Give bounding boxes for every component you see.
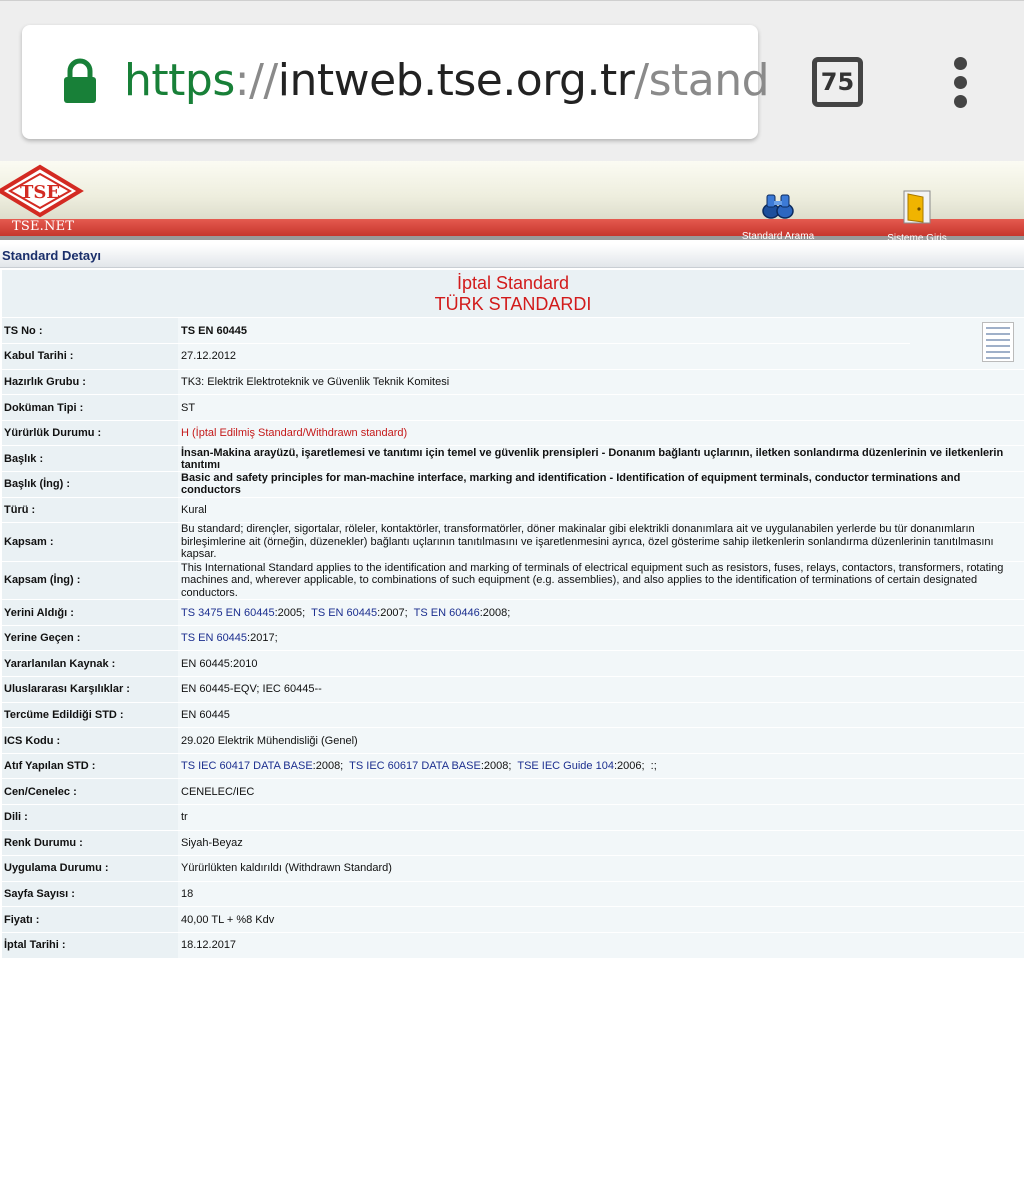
section-title-bar [0,244,1024,268]
detail-value: İnsan-Makina arayüzü, işaretlemesi ve tanıtımı için temel ve güvenlik prensipleri - Donanım bağlantı uçlarının, iletken sonlandırma düzenlerinin ve iletkenlerin tanıtımı [178,446,1024,472]
detail-label: ICS Kodu : [2,728,178,754]
url-host: intweb.tse.org.tr [277,55,635,106]
standard-link-year: :2007; [377,606,408,619]
detail-value: tr [178,805,1024,831]
detail-value: EN 60445 [178,702,1024,728]
detail-value: EN 60445:2010 [178,651,1024,677]
detail-row [2,702,1024,728]
detail-label: Yerine Geçen : [2,625,178,651]
detail-row [2,881,1024,907]
detail-value: 18.12.2017 [178,932,1024,958]
svg-text:TSE: TSE [19,182,61,203]
lock-icon [62,58,98,104]
detail-row [2,625,1024,651]
detail-label: Dili : [2,805,178,831]
detail-row [2,805,1024,831]
detail-label: Yararlanılan Kaynak : [2,651,178,677]
tab-switcher-button[interactable]: 75 [812,57,863,107]
detail-label: Tercüme Edildiği STD : [2,702,178,728]
detail-row [2,344,1024,370]
document-thumbnail-cell[interactable] [910,318,1024,369]
detail-label: Doküman Tipi : [2,395,178,421]
detail-row [2,497,1024,523]
detail-row [2,369,1024,395]
detail-label: Uluslararası Karşılıklar : [2,677,178,703]
standard-detail-panel [2,270,1024,959]
detail-value: CENELEC/IEC [178,779,1024,805]
header-red-band [0,219,1024,236]
document-thumbnail-icon [982,322,1014,362]
detail-row [2,779,1024,805]
standard-link[interactable]: TS IEC 60617 DATA BASE [349,760,481,773]
banner-status: İptal Standard [456,273,570,293]
detail-label: İptal Tarihi : [2,932,178,958]
logo-text: TSE.NET [12,219,75,234]
standard-link-tail: :; [650,760,657,773]
detail-value: Bu standard; dirençler, sigortalar, röleler, kontaktörler, transformatörler, döner makinalar gibi elektrikli donanımlara ait ve uygulanabilen yerlerde bu tür donanımların birleşimlerine ait (örneğin, düzenekler) bağlantı uçlarının tanıtılmasını ve işaretlenmesini ayrıca, özel gösterime sahip iletkenlerin sonlandırma düzenlerinin tanıtılmasını kapsar. [178,523,1024,562]
detail-value [178,600,1024,626]
overflow-menu-icon[interactable] [944,57,976,109]
detail-label: Kapsam : [2,523,178,562]
standard-link-year: :2008; [312,760,344,773]
detail-row [2,753,1024,779]
detail-row [2,830,1024,856]
browser-toolbar [0,0,1024,161]
door-icon [899,189,935,225]
detail-row [2,395,1024,421]
detail-label: Başlık : [2,446,178,472]
detail-value: Basic and safety principles for man-machine interface, marking and identification - Identification of equipment terminals, conductor terminations and conductors [178,472,1024,498]
detail-row [2,446,1024,472]
standard-link[interactable]: TS IEC 60417 DATA BASE [181,760,313,773]
nav-standard-search-label: Standard Arama [741,231,815,242]
detail-label: Kabul Tarihi : [2,344,178,370]
detail-value: EN 60445-EQV; IEC 60445-- [178,677,1024,703]
detail-value: Kural [178,497,1024,523]
detail-row [2,523,1024,562]
detail-row [2,420,1024,446]
nav-standard-search[interactable] [738,189,818,242]
detail-value [178,625,1024,651]
address-bar[interactable] [22,25,770,139]
detail-label: Fiyatı : [2,907,178,933]
detail-label: Yerini Aldığı : [2,600,178,626]
detail-value: H (İptal Edilmiş Standard/Withdrawn standard) [178,420,1024,446]
detail-value: Siyah-Beyaz [178,830,1024,856]
standard-link-year: :2017; [247,632,278,645]
url-separator: :// [234,55,278,106]
detail-value: ST [178,395,1024,421]
detail-label: Sayfa Sayısı : [2,881,178,907]
detail-label: Hazırlık Grubu : [2,369,178,395]
standard-link-year: :2008; [480,760,512,773]
detail-label: Atıf Yapılan STD : [2,753,178,779]
binoculars-icon [760,189,796,223]
detail-row [2,561,1024,600]
detail-label: Cen/Cenelec : [2,779,178,805]
url-path: /stand [634,55,770,106]
detail-label: Renk Durumu : [2,830,178,856]
detail-value: 29.020 Elektrik Mühendisliği (Genel) [178,728,1024,754]
banner-title: TÜRK STANDARDI [434,294,592,314]
detail-label: Kapsam (İng) : [2,561,178,600]
detail-label: Yürürlük Durumu : [2,420,178,446]
detail-row [2,907,1024,933]
detail-value: TS EN 60445 [178,318,910,344]
standard-link[interactable]: TS 3475 EN 60445 [181,606,275,619]
nav-system-login[interactable] [882,189,952,244]
standard-link-year: :2008; [479,606,511,619]
nav-system-login-label: Sisteme Giriş [887,233,947,244]
detail-value [178,753,1024,779]
standard-link[interactable]: TS EN 60445 [181,632,248,645]
detail-row [2,651,1024,677]
detail-label: Uygulama Durumu : [2,856,178,882]
standard-link-year: :2006; [613,760,645,773]
section-title: Standard Detayı [2,248,101,263]
site-header [0,161,1024,244]
detail-label: TS No : [2,318,178,344]
url-text[interactable] [124,53,770,109]
detail-label: Başlık (İng) : [2,472,178,498]
detail-value: 27.12.2012 [178,344,910,370]
status-banner [2,270,1024,318]
detail-row [2,600,1024,626]
detail-table [2,318,1024,959]
detail-row [2,318,1024,344]
detail-value: This International Standard applies to the identification and marking of terminals of electrical equipment such as resistors, fuses, relays, contactors, transformers, rotating machines and, wherever applicable, to combinations of such equipment (e.g. assemblies), and also applies to the identification of terminations of certain designated conductors. [178,561,1024,600]
detail-row [2,677,1024,703]
detail-row [2,472,1024,498]
detail-value: TK3: Elektrik Elektroteknik ve Güvenlik Teknik Komitesi [178,369,1024,395]
detail-label: Türü : [2,497,178,523]
standard-link-year: :2005; [274,606,306,619]
detail-row [2,932,1024,958]
standard-link[interactable]: TSE IEC Guide 104 [517,760,614,773]
detail-row [2,856,1024,882]
url-scheme: https [124,55,235,106]
detail-value: 18 [178,881,1024,907]
header-divider [0,236,1024,240]
detail-row [2,728,1024,754]
detail-value: Yürürlükten kaldırıldı (Withdrawn Standard) [178,856,1024,882]
standard-link[interactable]: TS EN 60445 [311,606,378,619]
standard-link[interactable]: TS EN 60446 [413,606,480,619]
detail-value: 40,00 TL + %8 Kdv [178,907,1024,933]
